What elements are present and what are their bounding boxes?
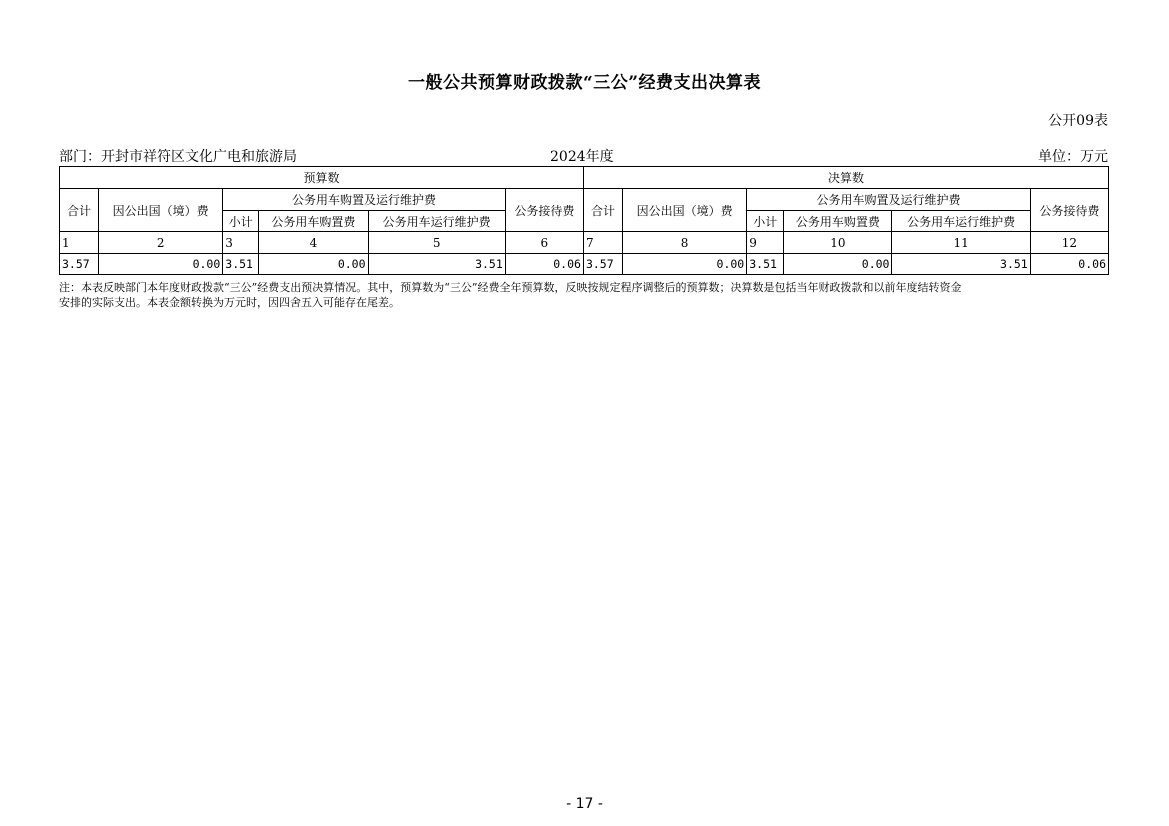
column-number: 4 [259, 232, 368, 254]
expense-table [59, 166, 1109, 275]
report-meta [59, 146, 1108, 166]
value-cell: 0.06 [505, 254, 583, 275]
final-total-header: 合计 [583, 189, 622, 232]
table-number: 公开09表 [1048, 113, 1108, 129]
column-number: 7 [583, 232, 622, 254]
value-cell: 0.00 [623, 254, 747, 275]
column-number: 3 [223, 232, 259, 254]
final-subtotal-header: 小计 [747, 211, 784, 232]
column-number: 5 [368, 232, 505, 254]
budget-header: 预算数 [60, 167, 584, 189]
footnote-line: 注：本表反映部门本年度财政拨款“三公”经费支出预决算情况。其中，预算数为“三公”经费全年预算数，反映按规定程序调整后的预算数；决算数是包括当年财政拨款和以前年度结转资金 [59, 281, 962, 294]
value-cell: 3.51 [223, 254, 259, 275]
budget-reception-header: 公务接待费 [505, 189, 583, 232]
value-cell: 0.00 [259, 254, 368, 275]
report-title: 一般公共预算财政拨款“三公”经费支出决算表 [407, 73, 762, 93]
budget-vehicle-header: 公务用车购置及运行维护费 [223, 189, 505, 211]
value-cell: 3.51 [747, 254, 784, 275]
footnote-line: 安排的实际支出。本表金额转换为万元时，因四舍五入可能存在尾差。 [59, 296, 400, 309]
page-number: - 17 - [566, 796, 603, 812]
column-number: 2 [99, 232, 223, 254]
final-header: 决算数 [583, 167, 1108, 189]
budget-operation-header: 公务用车运行维护费 [368, 211, 505, 232]
column-number: 12 [1030, 232, 1108, 254]
budget-total-header: 合计 [60, 189, 99, 232]
budget-subtotal-header: 小计 [223, 211, 259, 232]
column-number: 11 [892, 232, 1030, 254]
year-label: 2024年度 [550, 149, 614, 165]
department-label: 部门：开封市祥符区文化广电和旅游局 [59, 149, 297, 165]
column-number: 1 [60, 232, 99, 254]
value-cell: 0.00 [99, 254, 223, 275]
footnote [59, 280, 1111, 310]
column-number: 6 [505, 232, 583, 254]
budget-purchase-header: 公务用车购置费 [259, 211, 368, 232]
final-abroad-header: 因公出国（境）费 [623, 189, 747, 232]
value-cell: 0.06 [1030, 254, 1108, 275]
budget-abroad-header: 因公出国（境）费 [99, 189, 223, 232]
column-number: 10 [784, 232, 892, 254]
column-number: 9 [747, 232, 784, 254]
value-cell: 0.00 [784, 254, 892, 275]
column-number: 8 [623, 232, 747, 254]
final-operation-header: 公务用车运行维护费 [892, 211, 1030, 232]
value-cell: 3.51 [368, 254, 505, 275]
value-cell: 3.57 [60, 254, 99, 275]
value-cell: 3.51 [892, 254, 1030, 275]
final-purchase-header: 公务用车购置费 [784, 211, 892, 232]
unit-label: 单位：万元 [1038, 149, 1108, 165]
value-cell: 3.57 [583, 254, 622, 275]
final-vehicle-header: 公务用车购置及运行维护费 [747, 189, 1031, 211]
final-reception-header: 公务接待费 [1030, 189, 1108, 232]
